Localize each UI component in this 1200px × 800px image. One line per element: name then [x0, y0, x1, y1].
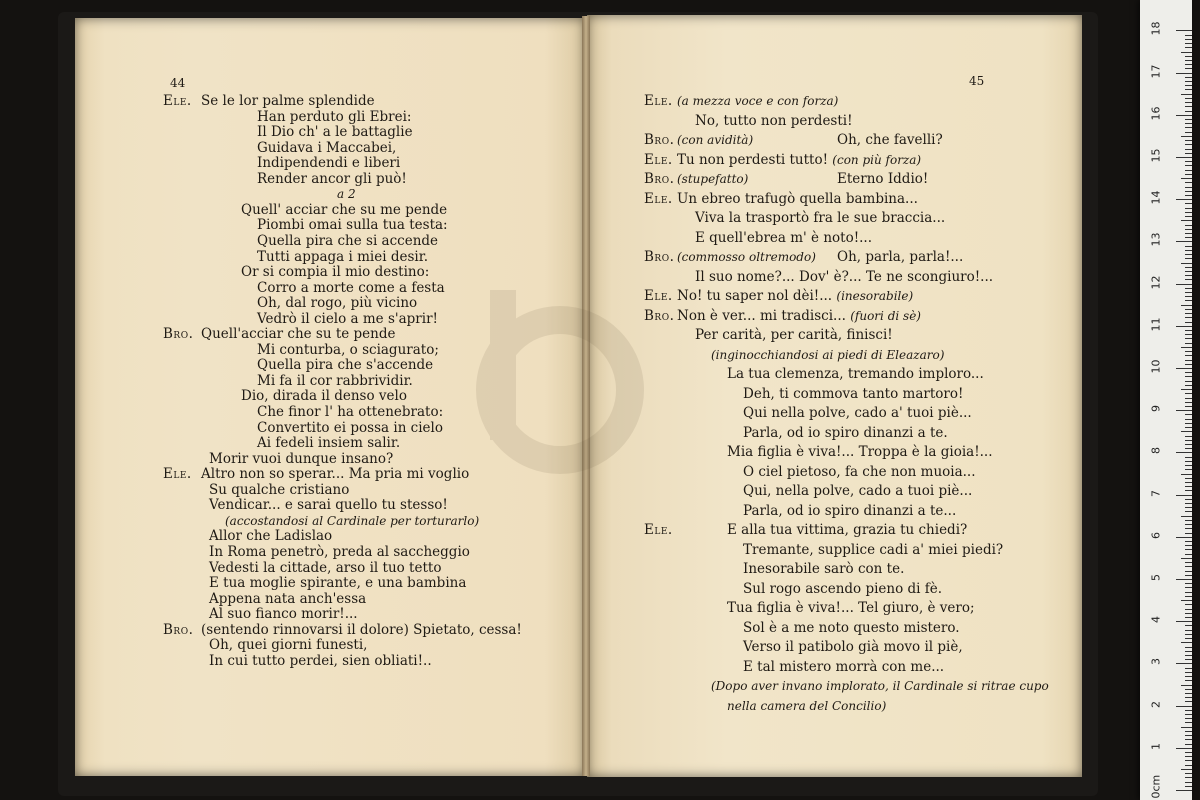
ruler-tick: [1185, 524, 1192, 525]
ruler-tick: [1181, 474, 1192, 475]
ruler-tick: [1185, 174, 1192, 175]
ruler-tick: [1185, 271, 1192, 272]
ruler-tick: [1176, 495, 1192, 496]
speaker-label: Ele.: [644, 190, 673, 207]
ruler-tick: [1185, 562, 1192, 563]
verse-line: Vendicar... e sarai quello tu stesso!: [209, 497, 448, 514]
ruler-tick: [1185, 144, 1192, 145]
verse-line: Han perduto gli Ebrei:: [257, 108, 412, 125]
ruler-tick: [1185, 592, 1192, 593]
ruler-tick: [1185, 149, 1192, 150]
ruler-tick: [1185, 140, 1192, 141]
ruler-tick: [1185, 777, 1192, 778]
left-page-number: 44: [170, 76, 186, 90]
ruler-tick: [1176, 241, 1192, 242]
verse-tail: Oh, parla, parla!...: [837, 249, 964, 265]
ruler-tick: [1185, 372, 1192, 373]
ruler-tick: [1185, 773, 1192, 774]
ruler-tick: [1185, 533, 1192, 534]
speaker-label: Bro.: [644, 171, 675, 187]
verse-line: Sol è a me noto questo mistero.: [743, 619, 960, 636]
ruler-tick: [1185, 613, 1192, 614]
ruler-tick: [1185, 119, 1192, 120]
ruler-tick: [1181, 769, 1192, 770]
ruler-tick: [1185, 655, 1192, 656]
verse-line: Viva la trasportò fra le sue braccia...: [695, 210, 946, 226]
ruler-tick: [1185, 64, 1192, 65]
ruler-tick: [1176, 537, 1192, 538]
ruler-tick: [1185, 786, 1192, 787]
verse-line: Inesorabile sarò con te.: [743, 561, 905, 577]
speaker-label: Bro.: [644, 307, 675, 324]
stage-direction: (inesorabile): [836, 289, 914, 303]
verse-line: (a mezza voce e con forza): [677, 94, 839, 108]
ruler-tick: [1181, 220, 1192, 221]
ruler-tick: [1176, 157, 1192, 158]
ruler-tick: [1185, 436, 1192, 437]
ruler-tick: [1185, 469, 1192, 470]
ruler-tick: [1185, 722, 1192, 723]
verse-line: a 2: [337, 187, 356, 202]
ruler-tick: [1185, 575, 1192, 576]
ruler-label: 15: [1149, 148, 1163, 163]
ruler-tick: [1185, 258, 1192, 259]
ruler-tick: [1185, 414, 1192, 415]
ruler-tick: [1185, 98, 1192, 99]
ruler-tick: [1185, 212, 1192, 213]
verse-line: Mi fa il cor rabbrividir.: [257, 372, 413, 389]
speaker-label: Ele.: [644, 151, 673, 168]
verse-line: Qui nella polve, cado a' tuoi piè...: [743, 405, 972, 421]
verse-line: No! tu saper nol dèi!... (inesorabile): [677, 288, 914, 304]
verse-line: Tutti appaga i miei desir.: [257, 248, 428, 265]
ruler-label: 9: [1149, 405, 1163, 413]
stage-direction: (con più forza): [832, 152, 922, 167]
verse-line: (inginocchiandosi ai piedi di Eleazaro): [711, 347, 945, 362]
verse-line: In Roma penetrò, preda al saccheggio: [209, 543, 470, 560]
ruler-tick: [1185, 330, 1192, 331]
speaker-label: Bro.: [644, 132, 675, 148]
verse-line: E tal mistero morrà con me...: [743, 658, 945, 675]
verse-line: Per carità, per carità, finisci!: [695, 327, 893, 343]
ruler-tick: [1181, 389, 1192, 390]
ruler-tick: [1185, 39, 1192, 40]
ruler-tick: [1176, 748, 1192, 749]
ruler-tick: [1185, 486, 1192, 487]
ruler-tick: [1185, 617, 1192, 618]
ruler-tick: [1181, 431, 1192, 432]
ruler-tick: [1185, 351, 1192, 352]
ruler-tick: [1185, 250, 1192, 251]
ruler-label: 14: [1149, 190, 1163, 205]
ruler-tick: [1185, 355, 1192, 356]
ruler-tick: [1185, 393, 1192, 394]
verse-line: Convertito ei possa in cielo: [257, 419, 443, 436]
right-page-number: 45: [969, 74, 985, 88]
ruler-tick: [1176, 663, 1192, 664]
ruler-tick: [1185, 765, 1192, 766]
ruler-tick: [1176, 326, 1192, 327]
ruler-tick: [1185, 482, 1192, 483]
ruler-label: 10: [1149, 359, 1163, 374]
ruler-tick: [1181, 727, 1192, 728]
ruler-tick: [1185, 419, 1192, 420]
ruler-tick: [1185, 676, 1192, 677]
ruler-tick: [1185, 744, 1192, 745]
verse-line: (commosso oltremodo): [677, 250, 816, 264]
verse-line: Quella pira che s'accende: [257, 357, 434, 374]
ruler-tick: [1185, 132, 1192, 133]
verse-line: Quell'acciar che su te pende: [201, 326, 396, 343]
ruler-tick: [1185, 701, 1192, 702]
ruler-tick: [1185, 693, 1192, 694]
ruler-tick: [1181, 305, 1192, 306]
ruler-label: 7: [1149, 489, 1163, 497]
ruler-tick: [1185, 499, 1192, 500]
ruler-tick: [1185, 541, 1192, 542]
verse-line: (sentendo rinnovarsi il dolore) Spietato, cessa!: [201, 621, 522, 638]
verse-line: No, tutto non perdesti!: [695, 112, 853, 129]
ruler-tick: [1185, 85, 1192, 86]
ruler-tick: [1181, 94, 1192, 95]
ruler-label: 5: [1149, 574, 1163, 581]
ruler-tick: [1181, 136, 1192, 137]
ruler-tick: [1185, 651, 1192, 652]
ruler-tick: [1185, 275, 1192, 276]
ruler-tick: [1185, 735, 1192, 736]
verse-line: La tua clemenza, tremando imploro...: [727, 366, 984, 382]
ruler-label: 16: [1149, 106, 1163, 121]
ruler-tick: [1185, 127, 1192, 128]
ruler-tick: [1185, 634, 1192, 635]
verse-line: Sul rogo ascendo pieno di fè.: [743, 580, 943, 597]
ruler-label: 6: [1149, 531, 1163, 539]
ruler-tick: [1185, 182, 1192, 183]
verse-tail: Oh, che favelli?: [837, 132, 943, 148]
ruler-tick: [1185, 322, 1192, 323]
ruler-tick: [1185, 554, 1192, 555]
ruler-tick: [1185, 710, 1192, 711]
verse-line: Qui, nella polve, cado a tuoi piè...: [743, 483, 973, 499]
ruler-tick: [1185, 398, 1192, 399]
ruler-tick: [1185, 68, 1192, 69]
verse-line: Quell' acciar che su me pende: [241, 201, 448, 218]
ruler-tick: [1185, 364, 1192, 365]
ruler-tick: [1185, 760, 1192, 761]
ruler-tick: [1185, 638, 1192, 639]
verse-line: Il Dio ch' a le battaglie: [257, 124, 413, 141]
verse-line: Un ebreo trafugò quella bambina...: [677, 190, 918, 207]
ruler-tick: [1185, 609, 1192, 610]
ruler-tick: [1185, 427, 1192, 428]
ruler-tick: [1185, 60, 1192, 61]
verse-line: Appena nata anch'essa: [209, 590, 367, 607]
ruler-tick: [1185, 461, 1192, 462]
ruler-tick: [1185, 360, 1192, 361]
ruler-tick: [1185, 81, 1192, 82]
speaker-label: Ele.: [644, 93, 673, 109]
ruler-tick: [1176, 199, 1192, 200]
ruler-tick: [1185, 630, 1192, 631]
ruler-tick: [1185, 216, 1192, 217]
speaker-label: Bro.: [163, 326, 194, 343]
ruler-tick: [1185, 376, 1192, 377]
ruler-tick: [1181, 347, 1192, 348]
verse-line: Oh, dal rogo, più vicino: [257, 295, 418, 312]
ruler-tick: [1185, 279, 1192, 280]
verse-line: Guidava i Maccabei,: [257, 139, 397, 156]
ruler-tick: [1176, 621, 1192, 622]
verse-line: (Dopo aver invano implorato, il Cardinale si ritrae cupo: [711, 679, 1049, 693]
ruler-tick: [1185, 596, 1192, 597]
verse-line: Al suo fianco morir!...: [209, 606, 358, 623]
verse-line: Verso il patibolo già movo il piè,: [743, 639, 963, 655]
ruler-tick: [1185, 490, 1192, 491]
ruler-tick: [1185, 170, 1192, 171]
ruler-tick: [1185, 309, 1192, 310]
ruler-tick: [1181, 263, 1192, 264]
verse-line: Deh, ti commova tanto martoro!: [743, 385, 964, 402]
ruler-label: 0cm: [1149, 774, 1163, 799]
ruler-tick: [1185, 503, 1192, 504]
ruler-tick: [1176, 452, 1192, 453]
ruler-tick: [1185, 697, 1192, 698]
verse-line: (accostandosi al Cardinale per torturarlo): [225, 513, 480, 528]
ruler-tick: [1185, 123, 1192, 124]
ruler-tick: [1185, 334, 1192, 335]
ruler-tick: [1181, 642, 1192, 643]
ruler-tick: [1185, 549, 1192, 550]
ruler-tick: [1185, 668, 1192, 669]
ruler-tick: [1185, 89, 1192, 90]
verse-line: Non è ver... mi tradisci... (fuori di sè): [677, 307, 921, 324]
verse-line: E tua moglie spirante, e una bambina: [209, 575, 467, 592]
ruler-tick: [1185, 507, 1192, 508]
ruler-tick: [1185, 520, 1192, 521]
ruler-label: 1: [1149, 742, 1163, 750]
ruler-tick: [1176, 706, 1192, 707]
ruler-label: 3: [1149, 658, 1163, 666]
speaker-label: Ele.: [163, 93, 192, 109]
left-page: [75, 18, 585, 776]
verse-line: (con avidità): [677, 133, 754, 147]
verse-line: E quell'ebrea m' è noto!...: [695, 229, 872, 246]
ruler-tick: [1185, 225, 1192, 226]
verse-line: Dio, dirada il denso velo: [241, 388, 407, 405]
verse-line: Render ancor gli può!: [257, 170, 407, 187]
ruler-label: 11: [1149, 317, 1163, 332]
ruler-tick: [1185, 444, 1192, 445]
verse-line: Allor che Ladislao: [209, 528, 333, 545]
ruler-tick: [1185, 528, 1192, 529]
speaker-label: Bro.: [644, 249, 675, 265]
ruler-tick: [1185, 292, 1192, 293]
ruler-tick: [1185, 423, 1192, 424]
ruler-tick: [1185, 254, 1192, 255]
verse-line: Tremante, supplice cadi a' miei piedi?: [743, 541, 1004, 558]
ruler-tick: [1185, 288, 1192, 289]
ruler-tick: [1176, 73, 1192, 74]
verse-line: Tu non perdesti tutto! (con più forza): [677, 151, 922, 168]
ruler-tick: [1185, 625, 1192, 626]
ruler-tick: [1185, 191, 1192, 192]
ruler-tick: [1185, 689, 1192, 690]
ruler-tick: [1176, 368, 1192, 369]
ruler-tick: [1185, 659, 1192, 660]
ruler-label: 18: [1149, 21, 1163, 36]
ruler-tick: [1185, 739, 1192, 740]
ruler-tick: [1185, 756, 1192, 757]
speaker-label: Ele.: [163, 466, 192, 483]
verse-line: Tua figlia è viva!... Tel giuro, è vero;: [727, 600, 975, 616]
verse-line: Altro non so sperar... Ma pria mi voglio: [201, 466, 470, 483]
ruler-tick: [1185, 752, 1192, 753]
verse-line: (stupefatto): [677, 172, 749, 186]
ruler-tick: [1185, 566, 1192, 567]
ruler-tick: [1176, 30, 1192, 31]
ruler-tick: [1181, 516, 1192, 517]
verse-line: Il suo nome?... Dov' è?... Te ne scongiuro!...: [695, 268, 994, 285]
ruler-tick: [1185, 782, 1192, 783]
ruler-tick: [1176, 790, 1192, 791]
stage-direction: (fuori di sè): [850, 308, 921, 323]
verse-line: Vedrò il cielo a me s'aprir!: [257, 310, 438, 327]
ruler-tick: [1181, 600, 1192, 601]
speaker-label: Ele.: [644, 288, 673, 304]
ruler-tick: [1185, 406, 1192, 407]
ruler-tick: [1185, 731, 1192, 732]
ruler-tick: [1185, 385, 1192, 386]
ruler-label: 13: [1149, 232, 1163, 247]
verse-line: Corro a morte come a festa: [257, 279, 445, 296]
ruler-tick: [1185, 465, 1192, 466]
ruler-tick: [1176, 115, 1192, 116]
ruler-tick: [1185, 111, 1192, 112]
verse-line: Or si compia il mio destino:: [241, 264, 430, 281]
verse-line: Oh, quei giorni funesti,: [209, 637, 368, 654]
ruler-tick: [1181, 178, 1192, 179]
ruler-tick: [1185, 237, 1192, 238]
verse-line: Su qualche cristiano: [209, 481, 350, 498]
verse-line: Indipendendi e liberi: [257, 155, 401, 172]
ruler-tick: [1185, 102, 1192, 103]
ruler-tick: [1185, 583, 1192, 584]
ruler-tick: [1185, 718, 1192, 719]
speaker-label: Bro.: [163, 621, 194, 638]
ruler-tick: [1185, 714, 1192, 715]
ruler-tick: [1185, 267, 1192, 268]
verse-line: Ai fedeli insiem salir.: [257, 435, 401, 452]
ruler-tick: [1185, 338, 1192, 339]
ruler-tick: [1185, 448, 1192, 449]
ruler-tick: [1185, 77, 1192, 78]
verse-line: Mi conturba, o sciagurato;: [257, 341, 439, 358]
verse-tail: Eterno Iddio!: [837, 171, 929, 187]
ruler-tick: [1185, 203, 1192, 204]
ruler-tick: [1185, 43, 1192, 44]
ruler-tick: [1185, 296, 1192, 297]
ruler-tick: [1181, 52, 1192, 53]
ruler-tick: [1185, 478, 1192, 479]
verse-line: Morir vuoi dunque insano?: [209, 450, 394, 467]
ruler-label: 12: [1149, 275, 1163, 290]
ruler-tick: [1181, 685, 1192, 686]
ruler-tick: [1185, 457, 1192, 458]
ruler-tick: [1185, 571, 1192, 572]
verse-line: E alla tua vittima, grazia tu chiedi?: [727, 522, 968, 538]
book-gutter: [582, 16, 590, 776]
ruler-tick: [1185, 229, 1192, 230]
ruler-label: 8: [1149, 447, 1163, 455]
ruler-tick: [1185, 604, 1192, 605]
verse-line: Parla, od io spiro dinanzi a te.: [743, 424, 948, 441]
ruler-tick: [1185, 187, 1192, 188]
ruler-tick: [1185, 35, 1192, 36]
verse-line: Quella pira che si accende: [257, 232, 439, 249]
ruler-tick: [1185, 402, 1192, 403]
ruler-tick: [1185, 313, 1192, 314]
ruler-tick: [1185, 317, 1192, 318]
verse-line: Piombi omai sulla tua testa:: [257, 217, 448, 234]
ruler-tick: [1185, 161, 1192, 162]
ruler-tick: [1185, 587, 1192, 588]
ruler-tick: [1185, 511, 1192, 512]
ruler-tick: [1181, 558, 1192, 559]
ruler-tick: [1185, 47, 1192, 48]
ruler-tick: [1176, 579, 1192, 580]
ruler-tick: [1185, 680, 1192, 681]
ruler-tick: [1185, 647, 1192, 648]
verse-line: Che finor l' ha ottenebrato:: [257, 404, 444, 420]
ruler-tick: [1185, 440, 1192, 441]
ruler-tick: [1185, 300, 1192, 301]
verse-line: nella camera del Concilio): [727, 698, 887, 713]
ruler-tick: [1185, 56, 1192, 57]
ruler-tick: [1185, 153, 1192, 154]
ruler-tick: [1185, 343, 1192, 344]
ruler-label: 4: [1149, 616, 1163, 624]
ruler-tick: [1185, 208, 1192, 209]
ruler-tick: [1185, 381, 1192, 382]
measuring-ruler: [1140, 0, 1192, 800]
ruler-tick: [1185, 165, 1192, 166]
right-page: [587, 15, 1082, 777]
verse-line: Parla, od io spiro dinanzi a te...: [743, 502, 957, 519]
verse-line: Se le lor palme splendide: [201, 93, 375, 109]
ruler-tick: [1185, 106, 1192, 107]
ruler-tick: [1185, 233, 1192, 234]
ruler-tick: [1176, 410, 1192, 411]
verse-line: Vedesti la cittade, arso il tuo tetto: [209, 559, 442, 576]
ruler-label: 2: [1149, 700, 1163, 708]
ruler-tick: [1185, 672, 1192, 673]
ruler-tick: [1176, 284, 1192, 285]
ruler-tick: [1185, 195, 1192, 196]
ruler-tick: [1185, 246, 1192, 247]
verse-line: O ciel pietoso, fa che non muoia...: [743, 463, 976, 480]
ruler-label: 17: [1149, 64, 1163, 79]
speaker-label: Ele.: [644, 522, 673, 538]
verse-line: Mia figlia è viva!... Troppa è la gioia!...: [727, 444, 993, 460]
verse-line: In cui tutto perdei, sien obliati!..: [209, 652, 432, 669]
ruler-tick: [1185, 545, 1192, 546]
